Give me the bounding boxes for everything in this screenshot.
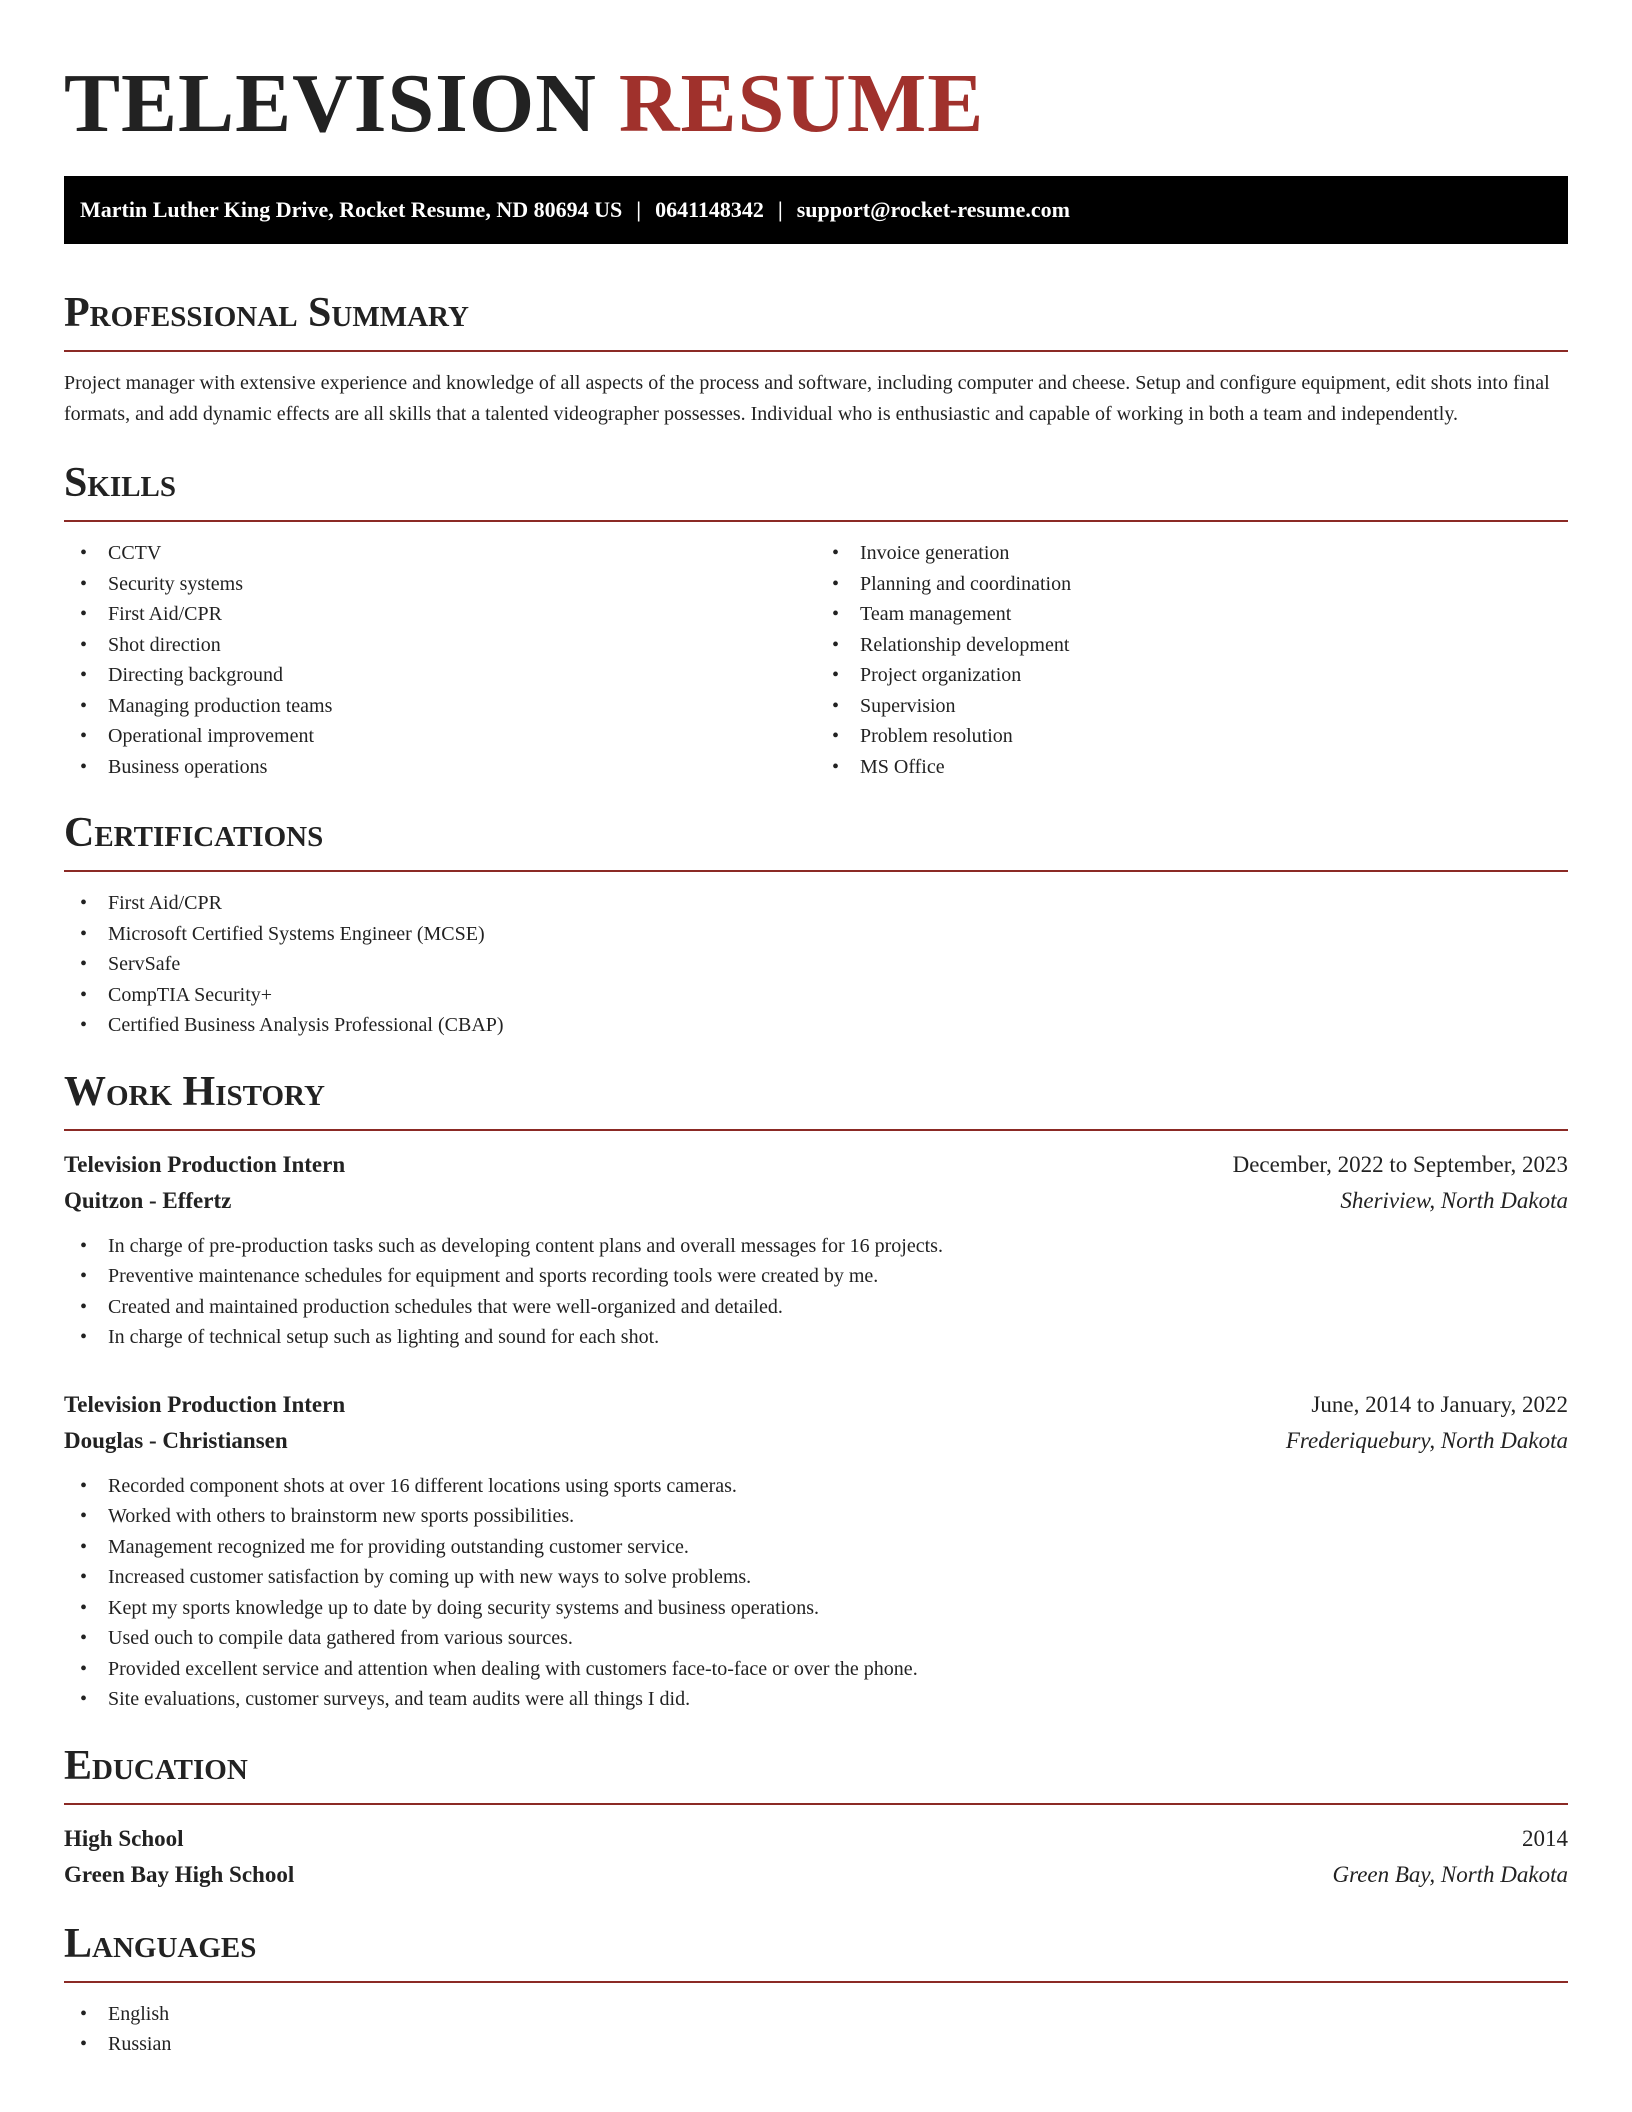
education-degree: High School — [64, 1825, 184, 1851]
job-duty-item: • Preventive maintenance schedules for equipment and sports recording tools were created by me. — [64, 1261, 1568, 1292]
section-divider — [64, 870, 1568, 872]
job-duty-item: • Provided excellent service and attention when dealing with customers face-to-face or over the phone. — [64, 1654, 1568, 1685]
section-divider — [64, 350, 1568, 352]
section-divider — [64, 1803, 1568, 1805]
job-header-row — [64, 1147, 1568, 1183]
skills-list-right — [816, 538, 1568, 782]
skill-item: • Business operations — [64, 752, 816, 783]
skill-item: • First Aid/CPR — [64, 599, 816, 630]
skill-item: • Team management — [816, 599, 1568, 630]
job-company-row — [64, 1183, 1568, 1219]
skill-item: • Project organization — [816, 660, 1568, 691]
skill-item: • Managing production teams — [64, 691, 816, 722]
work-history-section — [64, 1067, 1568, 1715]
section-heading: Languages — [64, 1920, 257, 1967]
skills-list-left — [64, 538, 816, 782]
title-main: TELEVISION — [64, 57, 597, 150]
job-header-row — [64, 1387, 1568, 1423]
contact-address: Martin Luther King Drive, Rocket Resume, ND 80694 US — [80, 197, 623, 222]
skill-item: • Planning and coordination — [816, 569, 1568, 600]
contact-email: support@rocket-resume.com — [796, 197, 1070, 222]
certifications-section — [64, 808, 1568, 1041]
job-title: Television Production Intern — [64, 1151, 346, 1177]
contact-separator: | — [777, 197, 783, 222]
job-dates: June, 2014 to January, 2022 — [1311, 1391, 1568, 1417]
certification-item: • First Aid/CPR — [64, 888, 1568, 919]
job-entry — [64, 1147, 1568, 1353]
job-duty-item: • Site evaluations, customer surveys, and team audits were all things I did. — [64, 1684, 1568, 1715]
certification-item: • Microsoft Certified Systems Engineer (MCSE) — [64, 919, 1568, 950]
job-duties-list — [64, 1471, 1568, 1715]
contact-bar — [64, 176, 1568, 244]
job-duty-item: • Management recognized me for providing outstanding customer service. — [64, 1532, 1568, 1563]
section-heading: Work History — [64, 1068, 325, 1115]
section-heading: Skills — [64, 460, 177, 506]
skill-item: • Directing background — [64, 660, 816, 691]
job-duty-item: • Increased customer satisfaction by coming up with new ways to solve problems. — [64, 1562, 1568, 1593]
contact-separator: | — [636, 197, 642, 222]
education-location: Green Bay, North Dakota — [1332, 1861, 1568, 1887]
professional-summary-section — [64, 288, 1568, 430]
education-school-row — [64, 1857, 1568, 1893]
skill-item: • MS Office — [816, 752, 1568, 783]
education-entry — [64, 1821, 1568, 1893]
job-title: Television Production Intern — [64, 1391, 346, 1417]
skill-item: • Relationship development — [816, 630, 1568, 661]
skill-item: • Operational improvement — [64, 721, 816, 752]
section-heading: Certifications — [64, 810, 324, 856]
contact-phone: 0641148342 — [655, 197, 764, 222]
language-item: • Russian — [64, 2029, 1568, 2060]
section-heading: Professional Summary — [64, 290, 469, 336]
education-school: Green Bay High School — [64, 1861, 295, 1887]
section-divider — [64, 520, 1568, 522]
skill-item: • CCTV — [64, 538, 816, 569]
job-duty-item: • Worked with others to brainstorm new sports possibilities. — [64, 1501, 1568, 1532]
job-duty-item: • Used ouch to compile data gathered from various sources. — [64, 1623, 1568, 1654]
certification-item: • CompTIA Security+ — [64, 980, 1568, 1011]
job-duties-list — [64, 1231, 1568, 1353]
language-item: • English — [64, 1999, 1568, 2030]
job-location: Frederiquebury, North Dakota — [1285, 1427, 1568, 1453]
job-dates: December, 2022 to September, 2023 — [1232, 1151, 1568, 1177]
education-year: 2014 — [1522, 1825, 1568, 1851]
job-entry — [64, 1387, 1568, 1715]
skill-item: • Shot direction — [64, 630, 816, 661]
summary-text: Project manager with extensive experience and knowledge of all aspects of the process and software, including computer and cheese. Setup and configure equipment, edit shots into final formats, and add dynamic effects are all skills that a talented videographer possesses. Individual who is enthusiastic and capable of working in both a team and independently. — [64, 372, 1550, 425]
section-divider — [64, 1981, 1568, 1983]
job-company: Douglas - Christiansen — [64, 1427, 288, 1453]
skill-item: • Invoice generation — [816, 538, 1568, 569]
skill-item: • Problem resolution — [816, 721, 1568, 752]
job-location: Sheriview, North Dakota — [1340, 1187, 1568, 1213]
certifications-list — [64, 888, 1568, 1041]
certification-item: • ServSafe — [64, 949, 1568, 980]
job-duty-item: • Kept my sports knowledge up to date by doing security systems and business operations. — [64, 1593, 1568, 1624]
job-duty-item: • Created and maintained production schedules that were well-organized and detailed. — [64, 1292, 1568, 1323]
education-header-row — [64, 1821, 1568, 1857]
section-divider — [64, 1129, 1568, 1131]
skills-section — [64, 458, 1568, 782]
resume-title — [64, 56, 1568, 152]
languages-section — [64, 1919, 1568, 2060]
languages-list — [64, 1999, 1568, 2060]
skill-item: • Security systems — [64, 569, 816, 600]
skill-item: • Supervision — [816, 691, 1568, 722]
certification-item: • Certified Business Analysis Professional (CBAP) — [64, 1010, 1568, 1041]
section-heading: Education — [64, 1742, 248, 1789]
skills-grid — [64, 538, 1568, 782]
job-duty-item: • In charge of technical setup such as lighting and sound for each shot. — [64, 1322, 1568, 1353]
title-accent: RESUME — [618, 57, 985, 150]
job-duty-item: • In charge of pre-production tasks such as developing content plans and overall messages for 16 projects. — [64, 1231, 1568, 1262]
education-section — [64, 1741, 1568, 1893]
job-company: Quitzon - Effertz — [64, 1187, 232, 1213]
job-duty-item: • Recorded component shots at over 16 different locations using sports cameras. — [64, 1471, 1568, 1502]
job-company-row — [64, 1423, 1568, 1459]
